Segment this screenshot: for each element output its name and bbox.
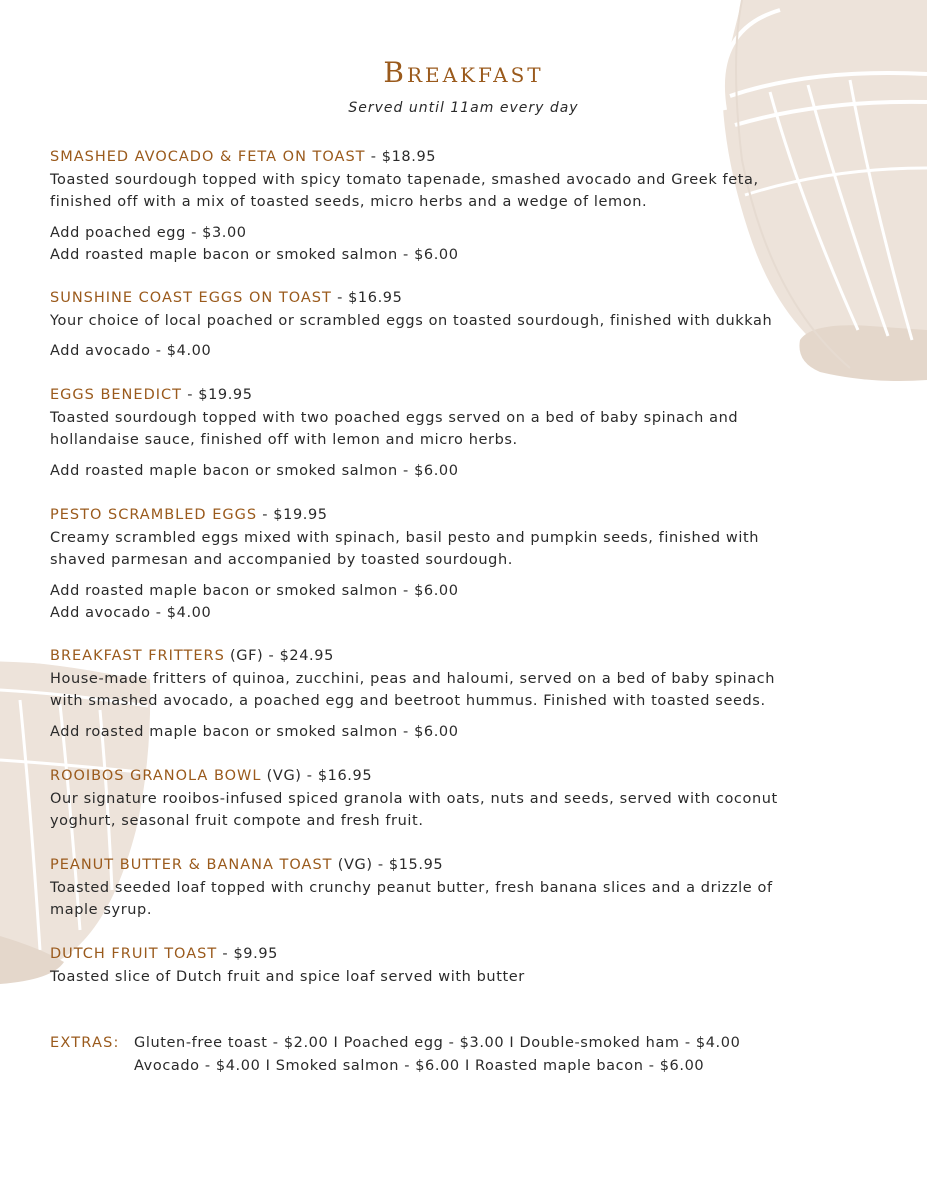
item-tag: (GF) xyxy=(224,648,264,664)
item-description: Toasted sourdough topped with two poached eggs served on a bed of baby spinach and xyxy=(50,409,739,426)
page-subtitle: Served until 11am every day xyxy=(348,100,579,116)
item-description: hollandaise sauce, finished off with lemon and micro herbs. xyxy=(50,432,518,448)
item-addons xyxy=(50,222,880,267)
item-price: - $19.95 xyxy=(257,507,328,523)
item-price: - $24.95 xyxy=(263,648,334,664)
item-price: - $19.95 xyxy=(182,387,253,403)
addon-line: Add avocado - $4.00 xyxy=(50,343,212,359)
item-description: Your choice of local poached or scrambled eggs on toasted sourdough, finished with dukkah xyxy=(50,312,773,329)
page-title: Breakfast xyxy=(383,56,544,89)
item-name: DUTCH FRUIT TOAST xyxy=(50,946,218,962)
item-name: SMASHED AVOCADO & FETA ON TOAST xyxy=(50,149,366,165)
item-price: - $18.95 xyxy=(365,149,437,165)
menu-item xyxy=(50,287,880,363)
menu-item xyxy=(50,146,880,267)
item-name: EGGS BENEDICT xyxy=(50,387,182,403)
extras-label: EXTRAS: xyxy=(50,1035,120,1051)
menu-item xyxy=(50,854,880,922)
item-price: - $16.95 xyxy=(301,768,373,784)
item-description: House-made fritters of quinoa, zucchini, peas and haloumi, served on a bed of baby spinach xyxy=(50,670,776,687)
item-price: - $15.95 xyxy=(372,857,444,873)
addon-line: Add roasted maple bacon or smoked salmon - $6.00 xyxy=(50,723,459,740)
item-name: PEANUT BUTTER & BANANA TOAST xyxy=(50,857,333,873)
item-addons xyxy=(50,460,880,483)
item-description: Toasted slice of Dutch fruit and spice loaf served with butter xyxy=(50,968,525,985)
item-price: - $16.95 xyxy=(331,290,403,306)
item-description: Toasted sourdough topped with spicy tomato tapenade, smashed avocado and Greek feta, xyxy=(50,171,759,188)
item-tag: (VG) xyxy=(261,768,302,784)
addon-line: Add roasted maple bacon or smoked salmon - $6.00 xyxy=(50,247,459,263)
item-addons xyxy=(50,340,880,363)
item-description: with smashed avocado, a poached egg and beetroot hummus. Finished with toasted seeds. xyxy=(50,693,766,709)
menu-item xyxy=(50,504,880,625)
addon-line: Add roasted maple bacon or smoked salmon - $6.00 xyxy=(50,582,459,599)
extras-line: Avocado - $4.00 I Smoked salmon - $6.00 I Roasted maple bacon - $6.00 xyxy=(134,1057,705,1074)
extras-section xyxy=(50,1032,880,1077)
menu-item xyxy=(50,384,880,482)
item-name: PESTO SCRAMBLED EGGS xyxy=(50,507,258,523)
addon-line: Add avocado - $4.00 xyxy=(50,605,212,621)
item-name: ROOIBOS GRANOLA BOWL xyxy=(50,768,262,784)
item-addons xyxy=(50,580,880,625)
menu-item xyxy=(50,943,880,988)
item-description: Creamy scrambled eggs mixed with spinach, basil pesto and pumpkin seeds, finished with xyxy=(50,529,760,546)
item-description: yoghurt, seasonal fruit compote and fresh fruit. xyxy=(50,813,424,829)
item-description: finished off with a mix of toasted seeds, micro herbs and a wedge of lemon. xyxy=(50,194,648,210)
item-name: BREAKFAST FRITTERS xyxy=(50,648,225,664)
item-description: Our signature rooibos-infused spiced granola with oats, nuts and seeds, served with coconut xyxy=(50,790,778,807)
item-name: SUNSHINE COAST EGGS ON TOAST xyxy=(50,290,332,306)
extras-line: Gluten-free toast - $2.00 I Poached egg - $3.00 I Double-smoked ham - $4.00 xyxy=(134,1035,741,1051)
menu-item xyxy=(50,645,880,743)
menu-item xyxy=(50,765,880,833)
item-tag: (VG) xyxy=(332,857,373,873)
item-description: shaved parmesan and accompanied by toasted sourdough. xyxy=(50,552,513,568)
item-description: maple syrup. xyxy=(50,902,153,918)
item-description: Toasted seeded loaf topped with crunchy peanut butter, fresh banana slices and a drizzle of xyxy=(50,879,773,896)
addon-line: Add poached egg - $3.00 xyxy=(50,224,247,241)
addon-line: Add roasted maple bacon or smoked salmon - $6.00 xyxy=(50,462,459,479)
item-price: - $9.95 xyxy=(217,946,278,962)
item-addons xyxy=(50,721,880,744)
